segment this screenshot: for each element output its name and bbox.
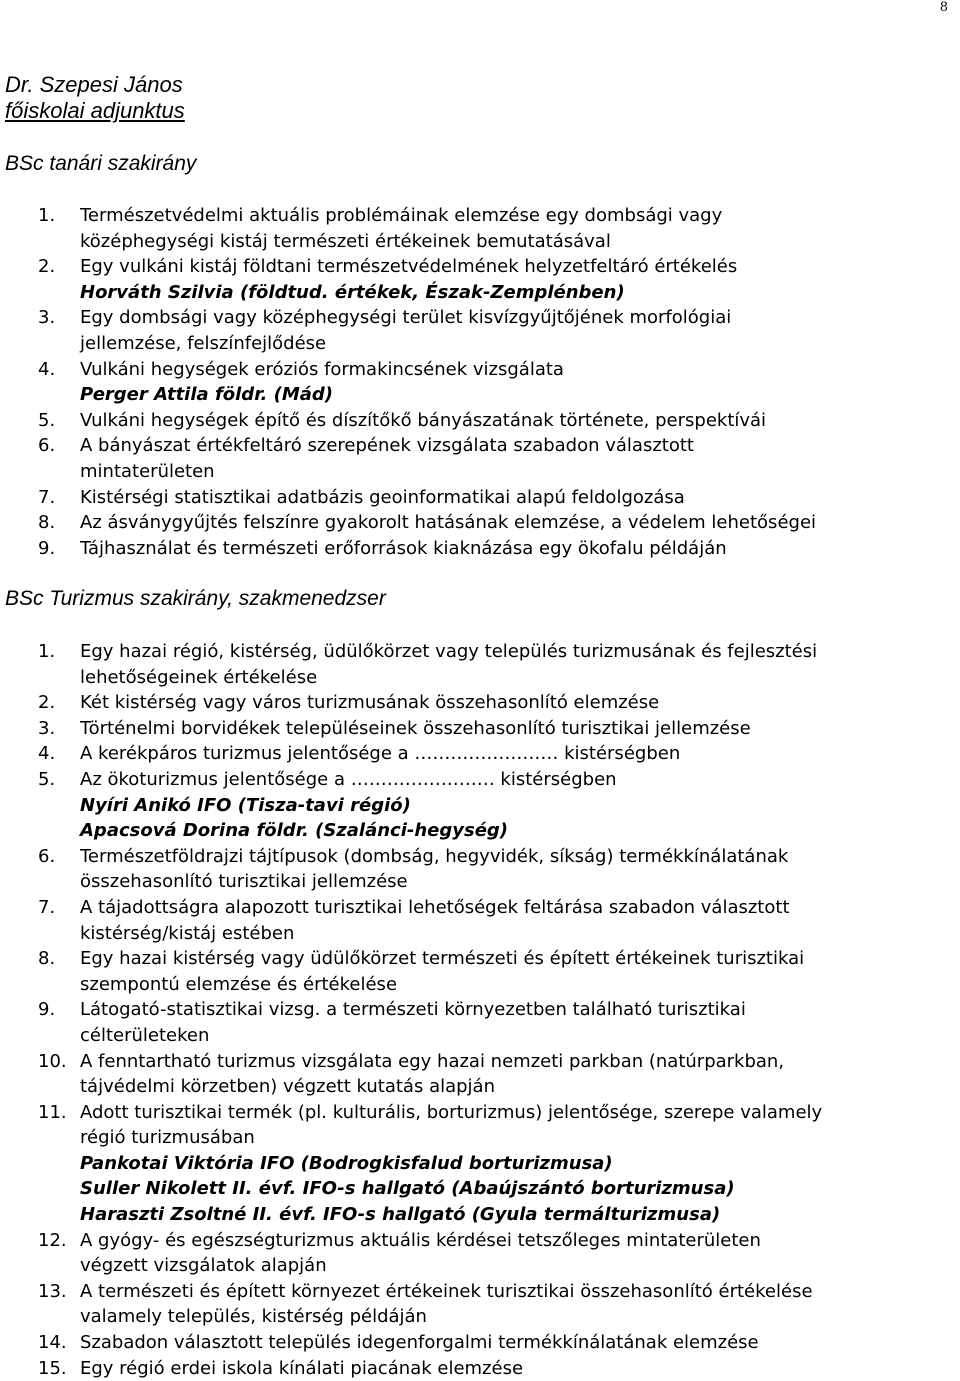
- item-text-line: Az ásványgyűjtés felszínre gyakorolt hatásának elemzése, a védelem lehetőségei: [80, 512, 817, 534]
- item-text-line: Két kistérség vagy város turizmusának összehasonlító elemzése: [80, 692, 660, 714]
- item-text-line: Vulkáni hegységek eróziós formakincsének vizsgálata: [80, 358, 564, 380]
- item-text-line: Az ökoturizmus jelentősége a …………………… kistérségben: [80, 768, 617, 790]
- item-text-line: Természetvédelmi aktuális problémáinak elemzése egy dombsági vagy: [80, 205, 723, 226]
- item-text-line: A fenntartható turizmus vizsgálata egy hazai nemzeti parkban (natúrparkban,: [80, 1050, 785, 1072]
- student-assignment: Haraszti Zsoltné II. évf. IFO-s hallgató (Gyula termálturizmusa): [80, 1204, 721, 1226]
- list-item: [0, 433, 960, 484]
- list-item: [0, 895, 960, 946]
- item-text-line: Természetföldrajzi tájtípusok (dombság, hegyvidék, síkság) termékkínálatának: [80, 845, 789, 867]
- item-number: 14.: [38, 1332, 67, 1354]
- item-text-line: Történelmi borvidékek településeinek összehasonlító turisztikai jellemzése: [80, 717, 751, 739]
- item-text-line: lehetőségeinek értékelése: [80, 666, 318, 688]
- item-number: 13.: [38, 1280, 67, 1302]
- item-text-line: Vulkáni hegységek építő és díszítőkő bányászatának története, perspektívái: [80, 409, 767, 431]
- item-number: 6.: [38, 845, 56, 867]
- list-item: [0, 254, 960, 305]
- item-text-line: összehasonlító turisztikai jellemzése: [80, 871, 408, 893]
- list-item: [0, 408, 960, 434]
- item-text-line: A természeti és épített környezet értékeinek turisztikai összehasonlító értékelése: [80, 1280, 813, 1302]
- student-assignment: Suller Nikolett II. évf. IFO-s hallgató (Abaújszántó borturizmusa): [80, 1178, 735, 1200]
- section-heading-teacher: BSc tanári szakirány: [5, 152, 197, 175]
- section-heading-tourism: BSc Turizmus szakirány, szakmenedzser: [5, 587, 386, 610]
- list-item: [0, 485, 960, 511]
- item-number: 5.: [38, 768, 56, 790]
- item-number: 8.: [38, 512, 56, 534]
- item-text-line: Egy vulkáni kistáj földtani természetvédelmének helyzetfeltáró értékelés: [80, 256, 738, 278]
- item-text-line: Egy régió erdei iskola kínálati piacának elemzése: [80, 1357, 524, 1379]
- item-number: 1.: [38, 205, 56, 226]
- item-text-line: Kistérségi statisztikai adatbázis geoinformatikai alapú feldolgozása: [80, 486, 685, 508]
- item-text-line: végzett vizsgálatok alapján: [80, 1255, 327, 1277]
- item-number: 2.: [38, 256, 56, 278]
- item-number: 7.: [38, 486, 56, 508]
- list-item: [0, 203, 960, 254]
- item-number: 2.: [38, 692, 56, 714]
- list-item: [0, 1279, 960, 1330]
- list-item: [0, 741, 960, 767]
- item-text-line: Egy dombsági vagy középhegységi terület kisvízgyűjtőjének morfológiai: [80, 307, 732, 329]
- list-item: [0, 946, 960, 997]
- list-item: [0, 1228, 960, 1279]
- item-text-line: Szabadon választott település idegenforgalmi termékkínálatának elemzése: [80, 1332, 759, 1354]
- list-item: [0, 536, 960, 562]
- item-number: 4.: [38, 358, 56, 380]
- item-text-line: mintaterületen: [80, 460, 215, 482]
- list-item: [0, 639, 960, 690]
- list-item: [0, 510, 960, 536]
- item-text-line: A kerékpáros turizmus jelentősége a …………………… kistérségben: [80, 743, 681, 765]
- student-assignment: Pankotai Viktória IFO (Bodrogkisfalud borturizmusa): [80, 1152, 613, 1174]
- item-text-line: célterületeken: [80, 1024, 210, 1046]
- item-number: 8.: [38, 948, 56, 970]
- item-text-line: A bányászat értékfeltáró szerepének vizsgálata szabadon választott: [80, 435, 694, 457]
- list-item: [0, 844, 960, 895]
- item-text-line: szempontú elemzése és értékelése: [80, 973, 398, 995]
- item-text-line: régió turizmusában: [80, 1127, 255, 1149]
- page-number: 8: [939, 0, 948, 15]
- item-text-line: A tájadottságra alapozott turisztikai lehetőségek feltárása szabadon választott: [80, 896, 790, 918]
- list-item: [0, 1330, 960, 1356]
- item-text-line: Adott turisztikai termék (pl. kulturális, borturizmus) jelentősége, szerepe valamely: [80, 1101, 823, 1123]
- item-number: 7.: [38, 896, 56, 918]
- list-item: [0, 997, 960, 1048]
- student-assignment: Perger Attila földr. (Mád): [80, 384, 334, 406]
- author-title: főiskolai adjunktus: [5, 98, 185, 123]
- item-number: 1.: [38, 641, 56, 662]
- item-text-line: kistérség/kistáj estében: [80, 922, 295, 944]
- list-item: [0, 305, 960, 356]
- list-item: [0, 716, 960, 742]
- item-number: 6.: [38, 435, 56, 457]
- item-text-line: valamely település, kistérség példáján: [80, 1306, 427, 1328]
- topic-list-teacher: [0, 203, 960, 561]
- item-number: 9.: [38, 537, 56, 559]
- student-assignment: Horváth Szilvia (földtud. értékek, Észak-Zemplénben): [80, 281, 625, 303]
- item-text-line: A gyógy- és egészségturizmus aktuális kérdései tetszőleges mintaterületen: [80, 1229, 761, 1251]
- item-text-line: Tájhasználat és természeti erőforrások kiaknázása egy ökofalu példáján: [80, 537, 727, 559]
- item-number: 11.: [38, 1101, 67, 1123]
- item-number: 10.: [38, 1050, 67, 1072]
- item-number: 9.: [38, 999, 56, 1021]
- list-item: [0, 690, 960, 716]
- item-number: 3.: [38, 717, 56, 739]
- item-text-line: tájvédelmi körzetben) végzett kutatás alapján: [80, 1076, 495, 1098]
- item-text-line: Egy hazai kistérség vagy üdülőkörzet természeti és épített értékeinek turisztikai: [80, 948, 805, 970]
- author-name: Dr. Szepesi János: [5, 72, 183, 97]
- item-number: 15.: [38, 1357, 67, 1379]
- list-item: [0, 1049, 960, 1100]
- item-number: 3.: [38, 307, 56, 329]
- author-block: [5, 72, 185, 124]
- list-item: [0, 767, 960, 844]
- student-assignment: Apacsová Dorina földr. (Szalánci-hegység): [80, 820, 509, 842]
- item-number: 5.: [38, 409, 56, 431]
- list-item: [0, 1356, 960, 1381]
- item-number: 4.: [38, 743, 56, 765]
- item-text-line: Látogató-statisztikai vizsg. a természeti környezetben található turisztikai: [80, 999, 746, 1021]
- list-item: [0, 357, 960, 408]
- item-text-line: középhegységi kistáj természeti értékeinek bemutatásával: [80, 230, 611, 252]
- student-assignment: Nyíri Anikó IFO (Tisza-tavi régió): [80, 794, 411, 816]
- item-text-line: jellemzése, felszínfejlődése: [80, 332, 327, 354]
- item-number: 12.: [38, 1229, 67, 1251]
- item-text-line: Egy hazai régió, kistérség, üdülőkörzet vagy település turizmusának és fejlesztési: [80, 641, 818, 662]
- topic-list-tourism: [0, 639, 960, 1381]
- list-item: [0, 1100, 960, 1228]
